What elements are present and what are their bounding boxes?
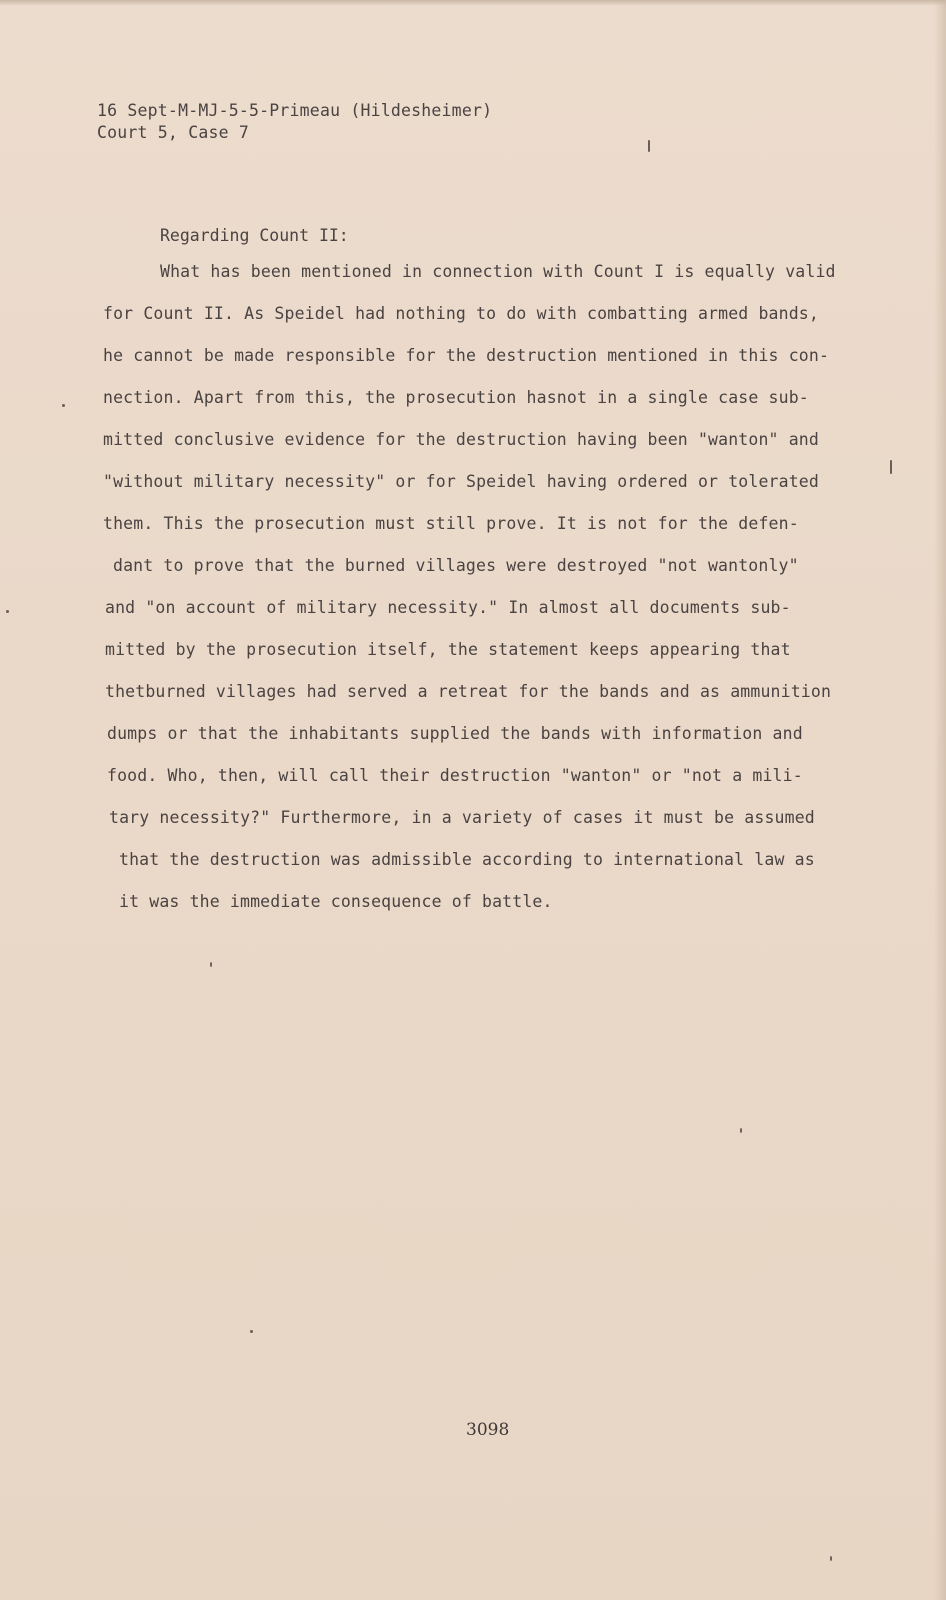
paragraph-line: for Count II. As Speidel had nothing to do with combatting armed bands, [103, 304, 819, 323]
paragraph-line: dumps or that the inhabitants supplied the bands with information and [107, 724, 803, 743]
paper-speck [740, 1128, 742, 1133]
paper-speck [62, 404, 65, 407]
paragraph-line: it was the immediate consequence of battle. [119, 892, 553, 911]
header-line-1: 16 Sept-M-MJ-5-5-Primeau (Hildesheimer) [97, 101, 493, 120]
paragraph-line: nection. Apart from this, the prosecution hasnot in a single case sub- [103, 388, 809, 407]
section-heading: Regarding Count II: [160, 226, 349, 245]
paragraph-line: them. This the prosecution must still prove. It is not for the defen- [103, 514, 799, 533]
paragraph-line: food. Who, then, will call their destruction "wanton" or "not a mili- [107, 766, 803, 785]
paragraph-line: dant to prove that the burned villages were destroyed "not wantonly" [113, 556, 799, 575]
paragraph-line: tary necessity?" Furthermore, in a variety of cases it must be assumed [109, 808, 815, 827]
paragraph-line: that the destruction was admissible according to international law as [119, 850, 815, 869]
header-line-2: Court 5, Case 7 [97, 123, 250, 142]
paper-speck [648, 140, 650, 152]
paragraph-line: mitted conclusive evidence for the destruction having been "wanton" and [103, 430, 819, 449]
paragraph-line: thetburned villages had served a retreat for the bands and as ammunition [105, 682, 832, 701]
paragraph-line: "without military necessity" or for Speidel having ordered or tolerated [103, 472, 819, 491]
paper-speck [250, 1330, 253, 1333]
paragraph-line: What has been mentioned in connection with Count I is equally valid [160, 262, 836, 281]
paragraph-line: mitted by the prosecution itself, the statement keeps appearing that [105, 640, 791, 659]
page-number: 3098 [466, 1420, 510, 1440]
paper-speck [830, 1556, 832, 1561]
paragraph-line: he cannot be made responsible for the destruction mentioned in this con- [103, 346, 830, 365]
paragraph-line: and "on account of military necessity." In almost all documents sub- [105, 598, 791, 617]
paper-speck [210, 962, 212, 967]
paper-speck [890, 460, 892, 474]
paper-speck [6, 610, 9, 613]
